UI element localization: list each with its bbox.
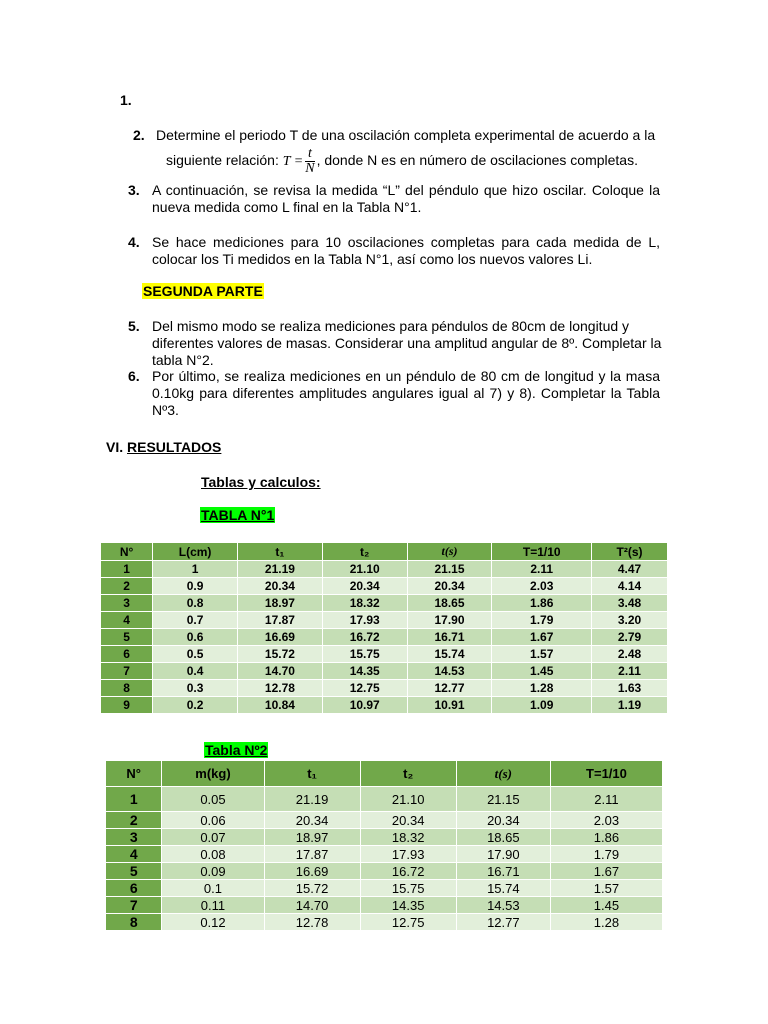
t2-header-ts: t(s): [456, 761, 550, 787]
table-row: [101, 663, 668, 680]
table-cell: 17.90: [456, 846, 550, 863]
table-cell: 12.78: [238, 680, 323, 697]
table-cell: 17.93: [360, 846, 456, 863]
table-cell: 2.03: [550, 812, 662, 829]
row-number-cell: 1: [101, 561, 153, 578]
table-2: [105, 760, 663, 931]
table-cell: 0.7: [153, 612, 238, 629]
table-cell: 0.8: [153, 595, 238, 612]
t2-header-period: T=1/10: [550, 761, 662, 787]
table1-title: TABLA N°1: [201, 507, 275, 523]
row-number-cell: 7: [101, 663, 153, 680]
table-cell: 0.9: [153, 578, 238, 595]
table-cell: 1.57: [550, 880, 662, 897]
table-cell: 20.34: [407, 578, 492, 595]
t2-header-m: m(kg): [162, 761, 264, 787]
row-number-cell: 5: [106, 863, 162, 880]
table-row: [101, 612, 668, 629]
segunda-parte-heading: SEGUNDA PARTE: [143, 283, 263, 299]
t1-header-ts: t(s): [407, 543, 492, 561]
table-2-header-row: [106, 761, 663, 787]
table-cell: 21.19: [238, 561, 323, 578]
table-cell: 1.19: [592, 697, 668, 714]
table-row: [106, 880, 663, 897]
table-cell: 10.84: [238, 697, 323, 714]
table-row: [101, 595, 668, 612]
table-cell: 18.65: [456, 829, 550, 846]
table-cell: 0.11: [162, 897, 264, 914]
table-cell: 12.77: [407, 680, 492, 697]
row-number-cell: 4: [106, 846, 162, 863]
table-cell: 15.74: [407, 646, 492, 663]
table-cell: 14.35: [360, 897, 456, 914]
table-cell: 21.10: [322, 561, 407, 578]
item-4-number: 4.: [128, 234, 140, 250]
table-cell: 12.78: [264, 914, 360, 931]
table-cell: 1.86: [550, 829, 662, 846]
row-number-cell: 2: [101, 578, 153, 595]
table-cell: 16.69: [238, 629, 323, 646]
table-cell: 3.48: [592, 595, 668, 612]
t1-header-n: N°: [101, 543, 153, 561]
table-row: [106, 787, 663, 812]
table-cell: 14.53: [407, 663, 492, 680]
item-5-text: Del mismo modo se realiza mediciones para péndulos de 80cm de longitud y diferentes valores de masas. Considerar una amplitud angular de 8º. Completar la tabla N°2.: [152, 318, 662, 368]
t1-header-t2s: T²(s): [592, 543, 668, 561]
tablas-calculos-label: Tablas y calculos:: [201, 474, 321, 490]
table-cell: 20.34: [238, 578, 323, 595]
table-cell: 0.08: [162, 846, 264, 863]
table-cell: 20.34: [264, 812, 360, 829]
table-cell: 1.28: [550, 914, 662, 931]
table-cell: 16.71: [407, 629, 492, 646]
table-row: [101, 697, 668, 714]
table-cell: 1.79: [492, 612, 592, 629]
t1-header-t2: t₂: [322, 543, 407, 561]
table-row: [106, 897, 663, 914]
table-cell: 15.72: [238, 646, 323, 663]
row-number-cell: 1: [106, 787, 162, 812]
item-5-number: 5.: [128, 318, 140, 334]
table-cell: 21.19: [264, 787, 360, 812]
table-cell: 0.6: [153, 629, 238, 646]
t2-header-n: N°: [106, 761, 162, 787]
table-cell: 0.3: [153, 680, 238, 697]
table-cell: 0.09: [162, 863, 264, 880]
table-row: [106, 914, 663, 931]
table-cell: 14.70: [264, 897, 360, 914]
table-cell: 1.45: [550, 897, 662, 914]
row-number-cell: 7: [106, 897, 162, 914]
row-number-cell: 6: [106, 880, 162, 897]
table-row: [106, 812, 663, 829]
item-2-line2: [166, 147, 638, 176]
row-number-cell: 8: [101, 680, 153, 697]
table-cell: 0.05: [162, 787, 264, 812]
t1-header-t1: t₁: [238, 543, 323, 561]
item-6-number: 6.: [128, 368, 140, 384]
table-cell: 10.91: [407, 697, 492, 714]
table-1: [100, 542, 668, 714]
table-cell: 1.86: [492, 595, 592, 612]
item-3-text: A continuación, se revisa la medida “L” del péndulo que hizo oscilar. Coloque la nueva medida como L final en la Tabla N°1.: [152, 182, 660, 215]
row-number-cell: 3: [106, 829, 162, 846]
table-cell: 1.67: [492, 629, 592, 646]
row-number-cell: 8: [106, 914, 162, 931]
table-cell: 17.87: [238, 612, 323, 629]
item-2-number: 2.: [133, 127, 145, 143]
table-cell: 2.11: [492, 561, 592, 578]
table-cell: 10.97: [322, 697, 407, 714]
table-cell: 1: [153, 561, 238, 578]
row-number-cell: 5: [101, 629, 153, 646]
table-cell: 20.34: [360, 812, 456, 829]
table-cell: 14.35: [322, 663, 407, 680]
table-row: [106, 846, 663, 863]
item-4-text: Se hace mediciones para 10 oscilaciones completas para cada medida de L, colocar los Ti medidos en la Tabla N°1, así como los nuevos valores Li.: [152, 234, 660, 267]
table-cell: 1.28: [492, 680, 592, 697]
table-cell: 15.74: [456, 880, 550, 897]
item-2-pre: siguiente relación:: [166, 152, 279, 169]
section-title: RESULTADOS: [127, 439, 222, 455]
table-row: [101, 629, 668, 646]
formula-lhs: T =: [282, 154, 304, 170]
table-cell: 2.03: [492, 578, 592, 595]
item-1-number: 1.: [120, 92, 132, 108]
t2-header-t1: t₁: [264, 761, 360, 787]
table-cell: 1.67: [550, 863, 662, 880]
table-row: [101, 646, 668, 663]
table-cell: 16.72: [360, 863, 456, 880]
table-cell: 15.75: [360, 880, 456, 897]
table-cell: 15.72: [264, 880, 360, 897]
row-number-cell: 6: [101, 646, 153, 663]
table-cell: 18.97: [264, 829, 360, 846]
table-cell: 16.71: [456, 863, 550, 880]
fraction-numerator: t: [305, 147, 314, 162]
table2-title: Tabla Nº2: [205, 742, 268, 758]
table-cell: 0.07: [162, 829, 264, 846]
row-number-cell: 4: [101, 612, 153, 629]
table-cell: 1.63: [592, 680, 668, 697]
table-cell: 18.32: [360, 829, 456, 846]
table-cell: 0.12: [162, 914, 264, 931]
table-cell: 0.5: [153, 646, 238, 663]
table-cell: 1.09: [492, 697, 592, 714]
table-cell: 18.97: [238, 595, 323, 612]
table-cell: 0.4: [153, 663, 238, 680]
table-row: [101, 578, 668, 595]
table-row: [101, 680, 668, 697]
row-number-cell: 9: [101, 697, 153, 714]
table-cell: 2.79: [592, 629, 668, 646]
item-2-line1: Determine el periodo T de una oscilación completa experimental de acuerdo a la: [156, 127, 656, 143]
table-cell: 0.06: [162, 812, 264, 829]
t2-header-t2: t₂: [360, 761, 456, 787]
item-2-post: , donde N es en número de oscilaciones completas.: [316, 152, 638, 169]
table-cell: 17.93: [322, 612, 407, 629]
t1-header-l: L(cm): [153, 543, 238, 561]
table-row: [101, 561, 668, 578]
table-cell: 12.77: [456, 914, 550, 931]
table-cell: 17.90: [407, 612, 492, 629]
table-cell: 14.70: [238, 663, 323, 680]
table-row: [106, 829, 663, 846]
table-cell: 0.1: [162, 880, 264, 897]
formula-fraction: [305, 147, 314, 176]
row-number-cell: 3: [101, 595, 153, 612]
table-cell: 12.75: [322, 680, 407, 697]
table-cell: 0.2: [153, 697, 238, 714]
table-1-header-row: [101, 543, 668, 561]
table-cell: 17.87: [264, 846, 360, 863]
table-cell: 1.57: [492, 646, 592, 663]
item-6-text: Por último, se realiza mediciones en un péndulo de 80 cm de longitud y la masa 0.10kg para diferentes amplitudes angulares igual al 7) y 8). Completar la Tabla Nº3.: [152, 368, 660, 418]
table-cell: 20.34: [322, 578, 407, 595]
table-cell: 21.10: [360, 787, 456, 812]
table-cell: 4.47: [592, 561, 668, 578]
table-cell: 3.20: [592, 612, 668, 629]
table-cell: 2.11: [592, 663, 668, 680]
section-number: VI.: [106, 439, 124, 455]
table-cell: 4.14: [592, 578, 668, 595]
table-cell: 18.65: [407, 595, 492, 612]
table-cell: 18.32: [322, 595, 407, 612]
t1-header-period: T=1/10: [492, 543, 592, 561]
table-cell: 16.69: [264, 863, 360, 880]
row-number-cell: 2: [106, 812, 162, 829]
table-row: [106, 863, 663, 880]
fraction-denominator: N: [305, 161, 315, 176]
table-cell: 14.53: [456, 897, 550, 914]
table-cell: 20.34: [456, 812, 550, 829]
table-cell: 1.79: [550, 846, 662, 863]
table-cell: 2.48: [592, 646, 668, 663]
table-cell: 16.72: [322, 629, 407, 646]
table-cell: 21.15: [456, 787, 550, 812]
table-cell: 12.75: [360, 914, 456, 931]
table-cell: 21.15: [407, 561, 492, 578]
table-cell: 1.45: [492, 663, 592, 680]
section-heading: [106, 439, 221, 455]
table-cell: 2.11: [550, 787, 662, 812]
item-3-number: 3.: [128, 182, 140, 198]
table-cell: 15.75: [322, 646, 407, 663]
